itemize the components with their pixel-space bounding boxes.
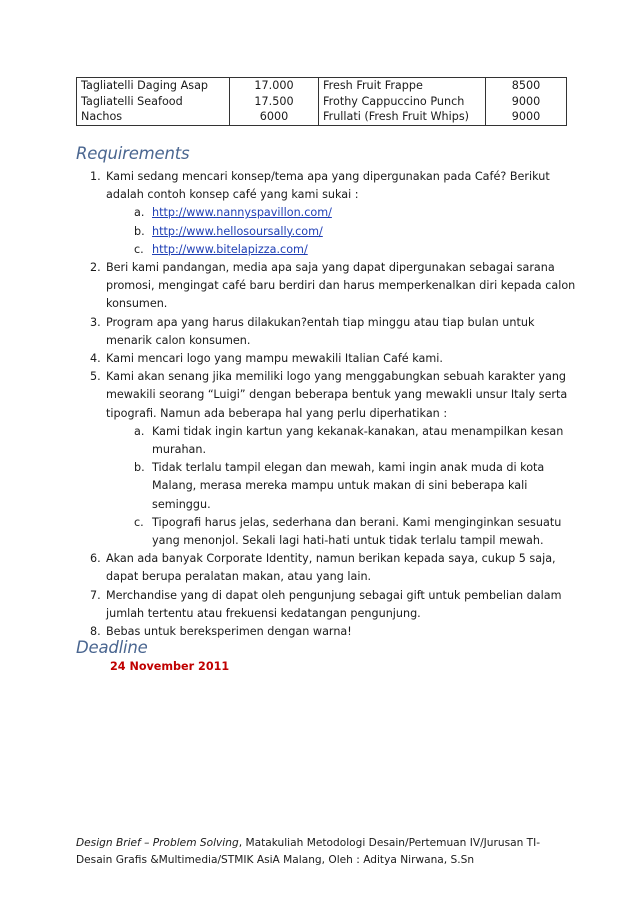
menu-food-price-cell: 17.000 [230,78,319,94]
list-item-text: Kami sedang mencari konsep/tema apa yang dipergunakan pada Café? Berikut adalah contoh konsep café yang kami sukai : [106,170,550,202]
list-item-text: Akan ada banyak Corporate Identity, namun berikan kepada saya, cukup 5 saja, dapat berupa peralatan makan, atau yang lain. [106,552,556,584]
deadline-heading: Deadline [76,638,148,657]
menu-price-table [76,77,567,126]
list-item-text: Merchandise yang di dapat oleh pengunjung sebagai gift untuk pembelian dalam jumlah tertentu atau frekuensi kedatangan pengunjung. [106,588,562,620]
menu-food-cell: Tagliatelli Seafood [77,94,230,110]
list-item [76,623,576,641]
menu-drink-price-cell: 9000 [486,109,567,125]
page-footer [76,835,566,869]
list-item-text: Kami akan senang jika memiliki logo yang menggabungkan sebuah karakter yang mewakili seorang “Luigi” dengan beberapa bentuk yang mewakli unsur Italy serta tipografi. Namun ada beberapa hal yang perlu diperhatikan : [106,370,568,420]
sub-list-letter: c. [134,242,144,256]
menu-food-cell: Nachos [77,109,230,125]
list-item [76,550,576,586]
sub-list-item [76,223,576,241]
list-item-text: Program apa yang harus dilakukan?entah tiap minggu atau tiap bulan untuk menarik calon konsumen. [106,315,535,347]
menu-drink-cell: Fresh Fruit Frappe [319,78,486,94]
sub-list-letter: a. [134,206,145,220]
sub-list-item [76,514,576,550]
list-number: 1. [90,170,101,183]
menu-drink-cell: Frothy Cappuccino Punch [319,94,486,110]
list-number: 3. [90,315,101,329]
list-item-text: Bebas untuk bereksperimen dengan warna! [106,625,352,639]
list-item [76,350,576,368]
sub-list-letter: a. [134,424,145,438]
sub-list-letter: c. [134,515,144,529]
menu-food-price-cell: 6000 [230,109,319,125]
list-item [76,259,576,314]
menu-food-cell: Tagliatelli Daging Asap [77,78,230,94]
sub-list-letter: b. [134,224,145,238]
list-number: 5. [90,370,101,384]
table-row [77,94,567,110]
sub-list-item [76,241,576,259]
menu-drink-price-cell: 9000 [486,94,567,110]
list-item [76,314,576,350]
reference-link[interactable]: http://www.nannyspavillon.com/ [152,206,332,220]
sub-list-text: Tipografi harus jelas, sederhana dan berani. Kami menginginkan sesuatu yang menonjol. Sekali lagi hati-hati untuk tidak terlalu tampil mewah. [152,515,562,548]
sub-list-letter: b. [134,461,145,475]
table-row [77,109,567,125]
footer-details: , Matakuliah Metodologi Desain/Pertemuan IV/Jurusan TI-Desain Grafis &Multimedia/STMIK AsiA Malang, Oleh : Aditya Nirwana, S.Sn [76,837,541,866]
sub-list-item [76,423,576,459]
sub-list-text: Tidak terlalu tampil elegan dan mewah, kami ingin anak muda di kota Malang, merasa mereka mampu untuk makan di sini beberapa kali seminggu. [152,461,545,511]
reference-link[interactable]: http://www.hellosoursally.com/ [152,224,323,238]
sub-list-item [76,204,576,222]
list-number: 2. [90,261,101,275]
list-number: 8. [90,625,101,639]
list-item-text: Kami mencari logo yang mampu mewakili Italian Café kami. [106,352,443,366]
list-item-text: Beri kami pandangan, media apa saja yang dapat dipergunakan sebagai sarana promosi, mengingat café baru berdiri dan harus memperkenalkan diri kepada calon konsumen. [106,261,576,311]
list-item [76,587,576,623]
sub-list-item [76,459,576,514]
list-item [76,368,576,423]
menu-food-price-cell: 17.500 [230,94,319,110]
list-number: 4. [90,352,101,366]
menu-drink-cell: Frullati (Fresh Fruit Whips) [319,109,486,125]
sub-list-text: Kami tidak ingin kartun yang kekanak-kanakan, atau menampilkan kesan murahan. [152,424,564,457]
table-row [77,78,567,94]
footer-title: Design Brief – Problem Solving [76,837,239,849]
list-number: 7. [90,588,101,602]
menu-drink-price-cell: 8500 [486,78,567,94]
deadline-date: 24 November 2011 [110,660,230,673]
requirements-heading: Requirements [76,144,190,163]
requirements-list [76,168,576,641]
list-item [76,168,576,204]
reference-link[interactable]: http://www.bitelapizza.com/ [152,242,308,256]
list-number: 6. [90,552,101,566]
